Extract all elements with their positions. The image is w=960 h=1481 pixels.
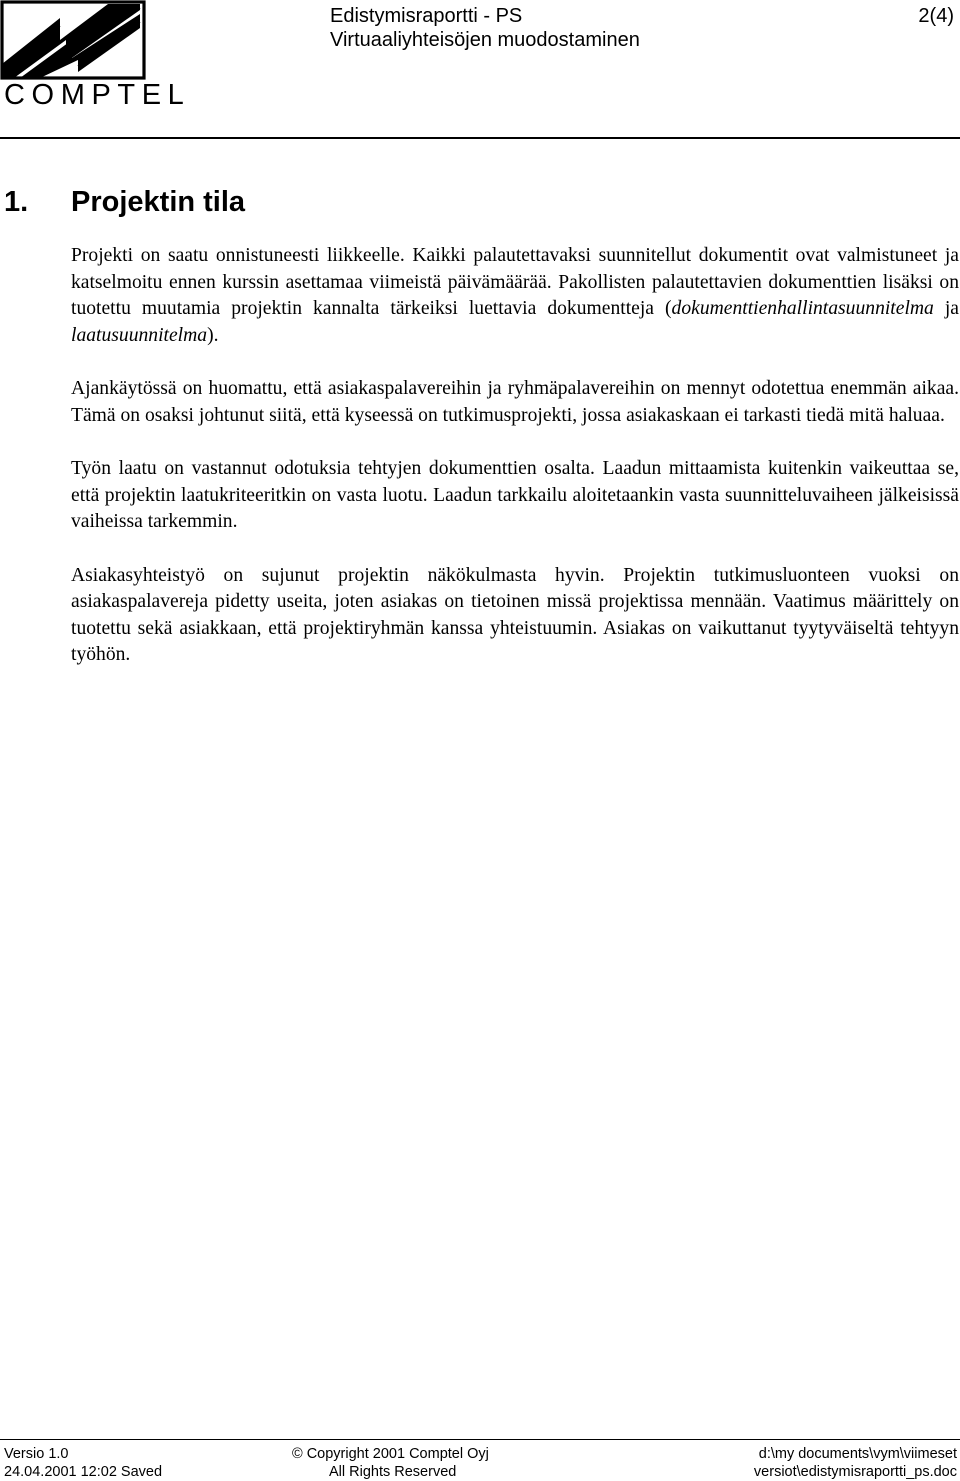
document-name: laatusuunnitelma — [71, 324, 208, 346]
footer-file-path: versiot\edistymisraportti_ps.doc — [753, 1464, 957, 1480]
page-number: 2(4) — [918, 5, 954, 27]
comptel-logo-icon — [0, 0, 148, 82]
paragraph-customer: Asiakasyhteistyö on sujunut projektin näkökulmasta hyvin. Projektin tutkimusluonteen vuoksi on asiakaspalavereja pidetty useita, joten asiakas on tietoinen missä projektissa mennään. Vaatimus määrittely on tuotettu sekä asiakkaan, että projektiryhmän kanssa yhteistuumin. Asiakas on vaikuttanut tyytyväiseltä tehtyyn työhön. — [71, 564, 959, 665]
footer-divider — [0, 1439, 960, 1440]
footer-file-path: d:\my documents\vym\viimeset — [758, 1446, 957, 1462]
paragraph-text: ja — [933, 298, 959, 319]
section-title: Projektin tila — [71, 186, 246, 218]
footer-copyright: © Copyright 2001 Comptel Oyj — [292, 1446, 489, 1462]
paragraph-quality: Työn laatu on vastannut odotuksia tehtyjen dokumenttien osalta. Laadun mittaamista kuitenkin vaikeuttaa se, että projektin laatukriteeritkin on vasta luotu. Laadun tarkkailu aloitetaankin vasta suunnitteluvaiheen jälkeisissä vaiheissa tarkemmin. — [71, 458, 959, 532]
header-divider — [0, 137, 960, 139]
paragraph-text: ). — [207, 324, 219, 346]
body-text — [71, 243, 959, 696]
footer-rights: All Rights Reserved — [329, 1464, 457, 1480]
footer-saved-date: 24.04.2001 12:02 Saved — [4, 1464, 163, 1480]
document-name: dokumenttienhallintasuunnitelma — [671, 298, 934, 319]
paragraph-time-use: Ajankäytössä on huomattu, että asiakaspalavereihin ja ryhmäpalavereihin on mennyt odotettua enemmän aikaa. Tämä on osaksi johtunut siitä, että kyseessä on tutkimusprojekti, jossa asiakaskaan ei tarkasti tiedä mitä haluaa. — [71, 378, 959, 426]
footer-version: Versio 1.0 — [4, 1446, 69, 1462]
logo-wordmark: COMPTEL — [4, 79, 191, 111]
document-title: Edistymisraportti - PS — [330, 5, 523, 27]
section-number: 1. — [4, 186, 29, 218]
paragraph-project-status — [71, 243, 959, 349]
document-subtitle: Virtuaaliyhteisöjen muodostaminen — [330, 29, 640, 51]
paragraph-text: Projekti on saatu onnistuneesti liikkeelle. Kaikki palautettavaksi suunnitellut dokumentit ovat valmistuneet ja katselmoitu ennen kurssin asettamaa viimeistä päivämäärää. Pakollisten palautettavien dokumenttien lisäksi on tuotettu muutamia projektin kannalta tärkeiksi luettavia dokumentteja ( — [71, 245, 959, 319]
